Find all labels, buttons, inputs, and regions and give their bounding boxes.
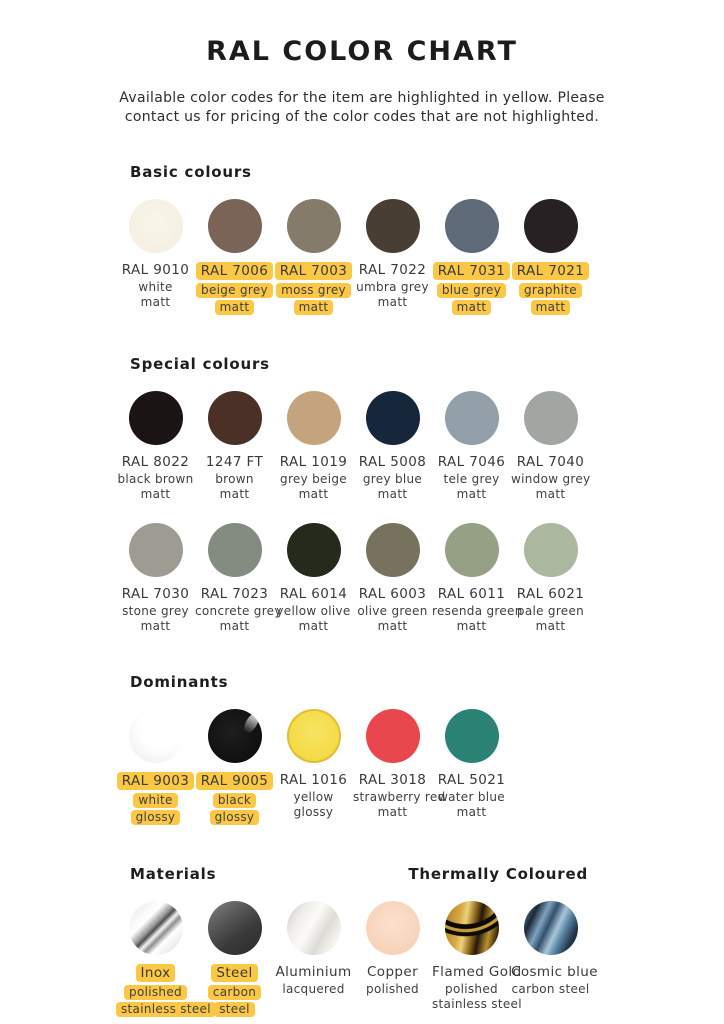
- color-name-line-wrap: [195, 1002, 274, 1017]
- color-name-line-wrap: [195, 488, 274, 501]
- color-name-line-wrap: [274, 300, 353, 315]
- color-code: RAL 6014: [279, 586, 348, 602]
- swatch-steel: [195, 901, 274, 1017]
- color-code-line: [274, 772, 353, 788]
- color-circle-ral-5008: [366, 391, 420, 445]
- color-name-lines: [116, 793, 195, 825]
- color-name-lines: [511, 283, 590, 315]
- color-name-line-wrap: [432, 997, 522, 1011]
- color-name-line-wrap: [432, 473, 511, 486]
- color-name-line: glossy: [131, 810, 181, 825]
- swatch-ral-7023: [195, 523, 282, 633]
- color-name-lines: [432, 982, 522, 1011]
- color-name-line: matt: [452, 300, 492, 315]
- color-name-lines: [195, 793, 274, 825]
- color-circle-ral-9010: [129, 199, 183, 253]
- color-circle-inox: [129, 901, 183, 955]
- color-code: RAL 7022: [358, 262, 427, 278]
- color-circle-ral-8022: [129, 391, 183, 445]
- color-name-line-wrap: [195, 300, 274, 315]
- color-name-line: concrete grey: [195, 604, 282, 618]
- color-code-line: [511, 262, 590, 280]
- color-circle-ral-9005: [208, 709, 262, 763]
- color-name-line-wrap: [274, 620, 353, 633]
- color-circle-cosmic-blue: [524, 901, 578, 955]
- color-circle-ral-6011: [445, 523, 499, 577]
- color-circle-ral-7023: [208, 523, 262, 577]
- color-code-line: [432, 964, 522, 980]
- color-name-line: graphite: [519, 283, 582, 298]
- color-name-line-wrap: [116, 488, 195, 501]
- color-name-line: blue grey: [437, 283, 506, 298]
- color-name-line: glossy: [210, 810, 260, 825]
- color-name-lines: [432, 473, 511, 501]
- section-special-colours: [116, 355, 594, 633]
- color-circle-ral-1016: [287, 709, 341, 763]
- color-name-lines: [432, 283, 511, 315]
- section-title-thermally-coloured: Thermally Coloured: [408, 865, 588, 883]
- color-name-line: matt: [377, 487, 408, 501]
- color-name-line-wrap: [274, 605, 353, 618]
- color-name-line: carbon steel: [511, 982, 590, 996]
- color-name-line-wrap: [353, 790, 446, 804]
- swatch-ral-9010: [116, 199, 195, 315]
- color-code-line: [353, 586, 432, 602]
- color-name-line-wrap: [432, 604, 523, 618]
- color-code: RAL 1016: [279, 772, 348, 788]
- swatch-row: [116, 199, 594, 315]
- color-name-line: olive green: [357, 604, 428, 618]
- color-code: RAL 7031: [433, 262, 510, 280]
- swatch-row: [116, 709, 594, 825]
- color-name-lines: [116, 281, 195, 309]
- swatch-cosmic-blue: [511, 901, 598, 1017]
- section-header-basic-colours: [116, 163, 594, 181]
- color-name-line: white: [138, 280, 173, 294]
- color-name-line-wrap: [274, 283, 353, 298]
- color-name-lines: [353, 281, 432, 309]
- color-name-line-wrap: [195, 810, 274, 825]
- color-name-lines: [195, 985, 274, 1017]
- swatch-ral-7040: [511, 391, 590, 501]
- color-circle-ral-9003: [129, 709, 183, 763]
- color-code-line: [116, 772, 195, 790]
- color-circle-aluminium: [287, 901, 341, 955]
- color-code: RAL 7006: [196, 262, 273, 280]
- color-circle-ral-6021: [524, 523, 578, 577]
- color-code-line: [274, 262, 353, 280]
- page-subtitle: [0, 89, 724, 126]
- section-header-dominants: [116, 673, 594, 691]
- color-code-line: [511, 964, 598, 980]
- color-name-line-wrap: [432, 806, 511, 819]
- color-name-line: stainless steel: [432, 997, 522, 1011]
- color-circle-ral-3018: [366, 709, 420, 763]
- color-code: RAL 5008: [358, 454, 427, 470]
- swatch-ral-3018: [353, 709, 446, 825]
- color-name-line-wrap: [432, 983, 511, 996]
- color-code: RAL 9005: [196, 772, 273, 790]
- color-name-line: matt: [219, 619, 250, 633]
- color-circle-ral-7040: [524, 391, 578, 445]
- color-name-lines: [195, 283, 274, 315]
- color-name-lines: [511, 473, 590, 501]
- color-name-line: moss grey: [276, 283, 351, 298]
- section-header-special-colours: [116, 355, 594, 373]
- color-name-lines: [116, 473, 195, 501]
- color-code: Inox: [136, 964, 176, 982]
- color-code: RAL 3018: [358, 772, 427, 788]
- color-name-line: matt: [456, 619, 487, 633]
- swatch-ral-7006: [195, 199, 274, 315]
- color-name-line: matt: [377, 805, 408, 819]
- swatch-ral-9005: [195, 709, 274, 825]
- swatch-row: [116, 391, 594, 501]
- color-code: RAL 1019: [279, 454, 348, 470]
- color-name-line-wrap: [511, 488, 590, 501]
- swatch-aluminium: [274, 901, 353, 1017]
- color-circle-ral-7030: [129, 523, 183, 577]
- swatch-ral-1016: [274, 709, 353, 825]
- swatch-ral-6014: [274, 523, 353, 633]
- color-name-line-wrap: [116, 605, 195, 618]
- color-name-line-wrap: [195, 793, 274, 808]
- color-name-lines: [274, 605, 353, 633]
- color-name-line: black brown: [117, 472, 194, 486]
- color-name-line: matt: [531, 300, 571, 315]
- color-name-line: matt: [535, 619, 566, 633]
- color-name-line: umbra grey: [356, 280, 429, 294]
- color-code-line: [511, 586, 590, 602]
- color-name-lines: [432, 791, 511, 819]
- color-code: RAL 5021: [437, 772, 506, 788]
- color-name-line: matt: [140, 487, 171, 501]
- color-code-line: [432, 586, 511, 602]
- swatch-ral-7030: [116, 523, 195, 633]
- color-code: RAL 6021: [516, 586, 585, 602]
- color-code-line: [353, 454, 432, 470]
- color-name-line: polished: [124, 985, 187, 1000]
- section-title-dominants: Dominants: [130, 673, 229, 691]
- color-name-line: matt: [377, 619, 408, 633]
- color-code-line: [116, 454, 195, 470]
- swatch-inox: [116, 901, 211, 1017]
- section-basic-colours: [116, 163, 594, 315]
- color-name-lines: [353, 605, 432, 633]
- color-code-line: [274, 454, 353, 470]
- section-title-basic-colours: Basic colours: [130, 163, 252, 181]
- color-name-line-wrap: [116, 1002, 211, 1017]
- color-name-line-wrap: [511, 605, 590, 618]
- swatch-ral-7046: [432, 391, 511, 501]
- swatch-ral-7021: [511, 199, 590, 315]
- subtitle-line-1: Available color codes for the item are highlighted in yellow. Please: [119, 90, 605, 106]
- swatch-ral-7031: [432, 199, 511, 315]
- color-circle-ral-7046: [445, 391, 499, 445]
- color-name-line: tele grey: [443, 472, 500, 486]
- subtitle-line-2: contact us for pricing of the color codes that are not highlighted.: [124, 108, 600, 125]
- color-name-line-wrap: [511, 620, 590, 633]
- color-name-line-wrap: [116, 793, 195, 808]
- color-name-line-wrap: [116, 281, 195, 294]
- color-name-line: lacquered: [282, 982, 345, 996]
- color-code-line: [432, 262, 511, 280]
- color-name-lines: [353, 983, 432, 996]
- color-circle-ral-7003: [287, 199, 341, 253]
- color-name-line-wrap: [116, 620, 195, 633]
- color-name-line-wrap: [511, 473, 590, 486]
- color-circle-ral-5021: [445, 709, 499, 763]
- color-code-line: [511, 454, 590, 470]
- color-name-line: matt: [456, 805, 487, 819]
- color-code: RAL 7046: [437, 454, 506, 470]
- color-code-line: [274, 964, 353, 980]
- color-name-line-wrap: [274, 806, 353, 819]
- swatch-ral-7003: [274, 199, 353, 315]
- color-name-line: glossy: [293, 805, 334, 819]
- color-name-lines: [274, 791, 353, 819]
- color-name-line-wrap: [195, 604, 282, 618]
- color-code: RAL 8022: [121, 454, 190, 470]
- color-code: RAL 7003: [275, 262, 352, 280]
- swatch-ral-8022: [116, 391, 195, 501]
- section-dominants: [116, 673, 594, 825]
- color-name-line: stainless steel: [116, 1002, 216, 1017]
- swatch-ral-9003: [116, 709, 195, 825]
- color-code: Cosmic blue: [511, 964, 598, 980]
- color-name-line-wrap: [432, 300, 511, 315]
- color-name-line: polished: [366, 982, 419, 996]
- color-name-line: matt: [298, 487, 329, 501]
- swatch-copper: [353, 901, 432, 1017]
- color-circle-ral-6014: [287, 523, 341, 577]
- color-name-line: yellow olive: [276, 604, 351, 618]
- color-code-line: [195, 586, 274, 602]
- color-circle-flamed-gold: [445, 901, 499, 955]
- color-name-lines: [353, 473, 432, 501]
- color-code-line: [274, 586, 353, 602]
- color-name-line-wrap: [195, 473, 274, 486]
- color-name-line: grey blue: [362, 472, 423, 486]
- color-name-lines: [116, 605, 195, 633]
- color-name-line: white: [133, 793, 177, 808]
- color-circle-1247-ft: [208, 391, 262, 445]
- color-circle-ral-7022: [366, 199, 420, 253]
- color-name-line: matt: [219, 487, 250, 501]
- color-name-line-wrap: [353, 620, 432, 633]
- color-name-line-wrap: [353, 281, 432, 294]
- color-code-line: [195, 772, 274, 790]
- color-name-line: matt: [456, 487, 487, 501]
- section-title-materials: Materials: [130, 865, 217, 883]
- color-name-line: window grey: [511, 472, 591, 486]
- color-code-line: [353, 964, 432, 980]
- color-name-line-wrap: [353, 488, 432, 501]
- color-name-line-wrap: [353, 806, 432, 819]
- color-name-lines: [195, 604, 282, 633]
- color-name-line: matt: [215, 300, 255, 315]
- color-code: Flamed Gold: [432, 964, 522, 980]
- color-name-line: matt: [140, 295, 171, 309]
- color-code: 1247 FT: [205, 454, 264, 470]
- color-circle-steel: [208, 901, 262, 955]
- swatch-ral-7022: [353, 199, 432, 315]
- color-name-line: resenda green: [432, 604, 523, 618]
- color-code-line: [116, 964, 195, 982]
- color-name-line: beige grey: [196, 283, 273, 298]
- color-circle-ral-7021: [524, 199, 578, 253]
- color-name-line-wrap: [511, 300, 590, 315]
- color-code-line: [432, 454, 511, 470]
- color-name-line-wrap: [274, 983, 353, 996]
- color-name-line-wrap: [432, 791, 511, 804]
- color-name-line: brown: [215, 472, 254, 486]
- color-circle-copper: [366, 901, 420, 955]
- color-code: RAL 7030: [121, 586, 190, 602]
- swatch-flamed-gold: [432, 901, 522, 1017]
- color-code-line: [353, 262, 432, 278]
- color-code: RAL 7040: [516, 454, 585, 470]
- color-name-line-wrap: [511, 983, 590, 996]
- color-name-line: matt: [535, 487, 566, 501]
- color-name-line-wrap: [353, 605, 432, 618]
- swatch-ral-6011: [432, 523, 523, 633]
- color-code: Aluminium: [275, 964, 352, 980]
- color-name-line: carbon: [208, 985, 261, 1000]
- swatch-sections: [116, 163, 598, 1017]
- swatch-ral-1019: [274, 391, 353, 501]
- color-name-lines: [353, 790, 446, 819]
- color-code: RAL 9010: [121, 262, 190, 278]
- color-circle-ral-7031: [445, 199, 499, 253]
- color-code-line: [116, 262, 195, 278]
- color-name-lines: [511, 605, 590, 633]
- color-code-line: [432, 772, 511, 788]
- color-name-line: matt: [298, 619, 329, 633]
- color-code-line: [195, 454, 274, 470]
- color-name-line: stone grey: [122, 604, 189, 618]
- swatch-ral-6003: [353, 523, 432, 633]
- swatch-ral-6021: [511, 523, 590, 633]
- color-name-line-wrap: [511, 283, 590, 298]
- color-code: Copper: [366, 964, 419, 980]
- color-name-line-wrap: [274, 488, 353, 501]
- color-name-line-wrap: [432, 620, 511, 633]
- color-name-lines: [274, 283, 353, 315]
- color-name-line: pale green: [516, 604, 585, 618]
- color-name-line-wrap: [432, 488, 511, 501]
- page-title: RAL COLOR CHART: [206, 36, 518, 67]
- color-name-line-wrap: [195, 620, 274, 633]
- color-name-line-wrap: [353, 983, 432, 996]
- color-circle-ral-6003: [366, 523, 420, 577]
- swatch-row: [116, 901, 598, 1017]
- color-code: RAL 7021: [512, 262, 589, 280]
- color-name-line-wrap: [353, 473, 432, 486]
- color-name-lines: [432, 604, 523, 633]
- section-title-special-colours: Special colours: [130, 355, 270, 373]
- color-name-line-wrap: [116, 810, 195, 825]
- color-name-line-wrap: [274, 473, 353, 486]
- color-code-line: [116, 586, 195, 602]
- color-name-line-wrap: [353, 296, 432, 309]
- color-name-line: matt: [294, 300, 334, 315]
- swatch-ral-5008: [353, 391, 432, 501]
- color-code-line: [195, 262, 274, 280]
- color-name-lines: [274, 473, 353, 501]
- color-name-line-wrap: [195, 985, 274, 1000]
- color-name-line: grey beige: [280, 472, 347, 486]
- color-name-line-wrap: [116, 473, 195, 486]
- color-name-lines: [195, 473, 274, 501]
- color-name-line: water blue: [438, 790, 505, 804]
- color-name-lines: [511, 983, 590, 996]
- color-name-line: strawberry red: [353, 790, 446, 804]
- color-name-line: yellow: [293, 790, 334, 804]
- color-code: Steel: [211, 964, 257, 982]
- color-name-line: matt: [377, 295, 408, 309]
- color-code-line: [353, 772, 432, 788]
- section-materials: [116, 865, 598, 1017]
- color-name-line: matt: [140, 619, 171, 633]
- swatch-row: [116, 523, 594, 633]
- color-code-line: [195, 964, 274, 982]
- section-header-materials: [116, 865, 594, 883]
- color-circle-ral-7006: [208, 199, 262, 253]
- color-code: RAL 6011: [437, 586, 506, 602]
- color-code: RAL 7023: [200, 586, 269, 602]
- color-name-line-wrap: [195, 283, 274, 298]
- color-name-line: black: [213, 793, 256, 808]
- swatch-ral-5021: [432, 709, 511, 825]
- color-name-line-wrap: [274, 791, 353, 804]
- color-name-line: steel: [214, 1002, 255, 1017]
- color-name-line: polished: [445, 982, 498, 996]
- color-name-lines: [274, 983, 353, 996]
- swatch-1247-ft: [195, 391, 274, 501]
- color-name-lines: [116, 985, 211, 1017]
- color-code: RAL 6003: [358, 586, 427, 602]
- color-name-line-wrap: [116, 296, 195, 309]
- color-code: RAL 9003: [117, 772, 194, 790]
- color-name-line-wrap: [432, 283, 511, 298]
- color-name-line-wrap: [116, 985, 195, 1000]
- color-circle-ral-1019: [287, 391, 341, 445]
